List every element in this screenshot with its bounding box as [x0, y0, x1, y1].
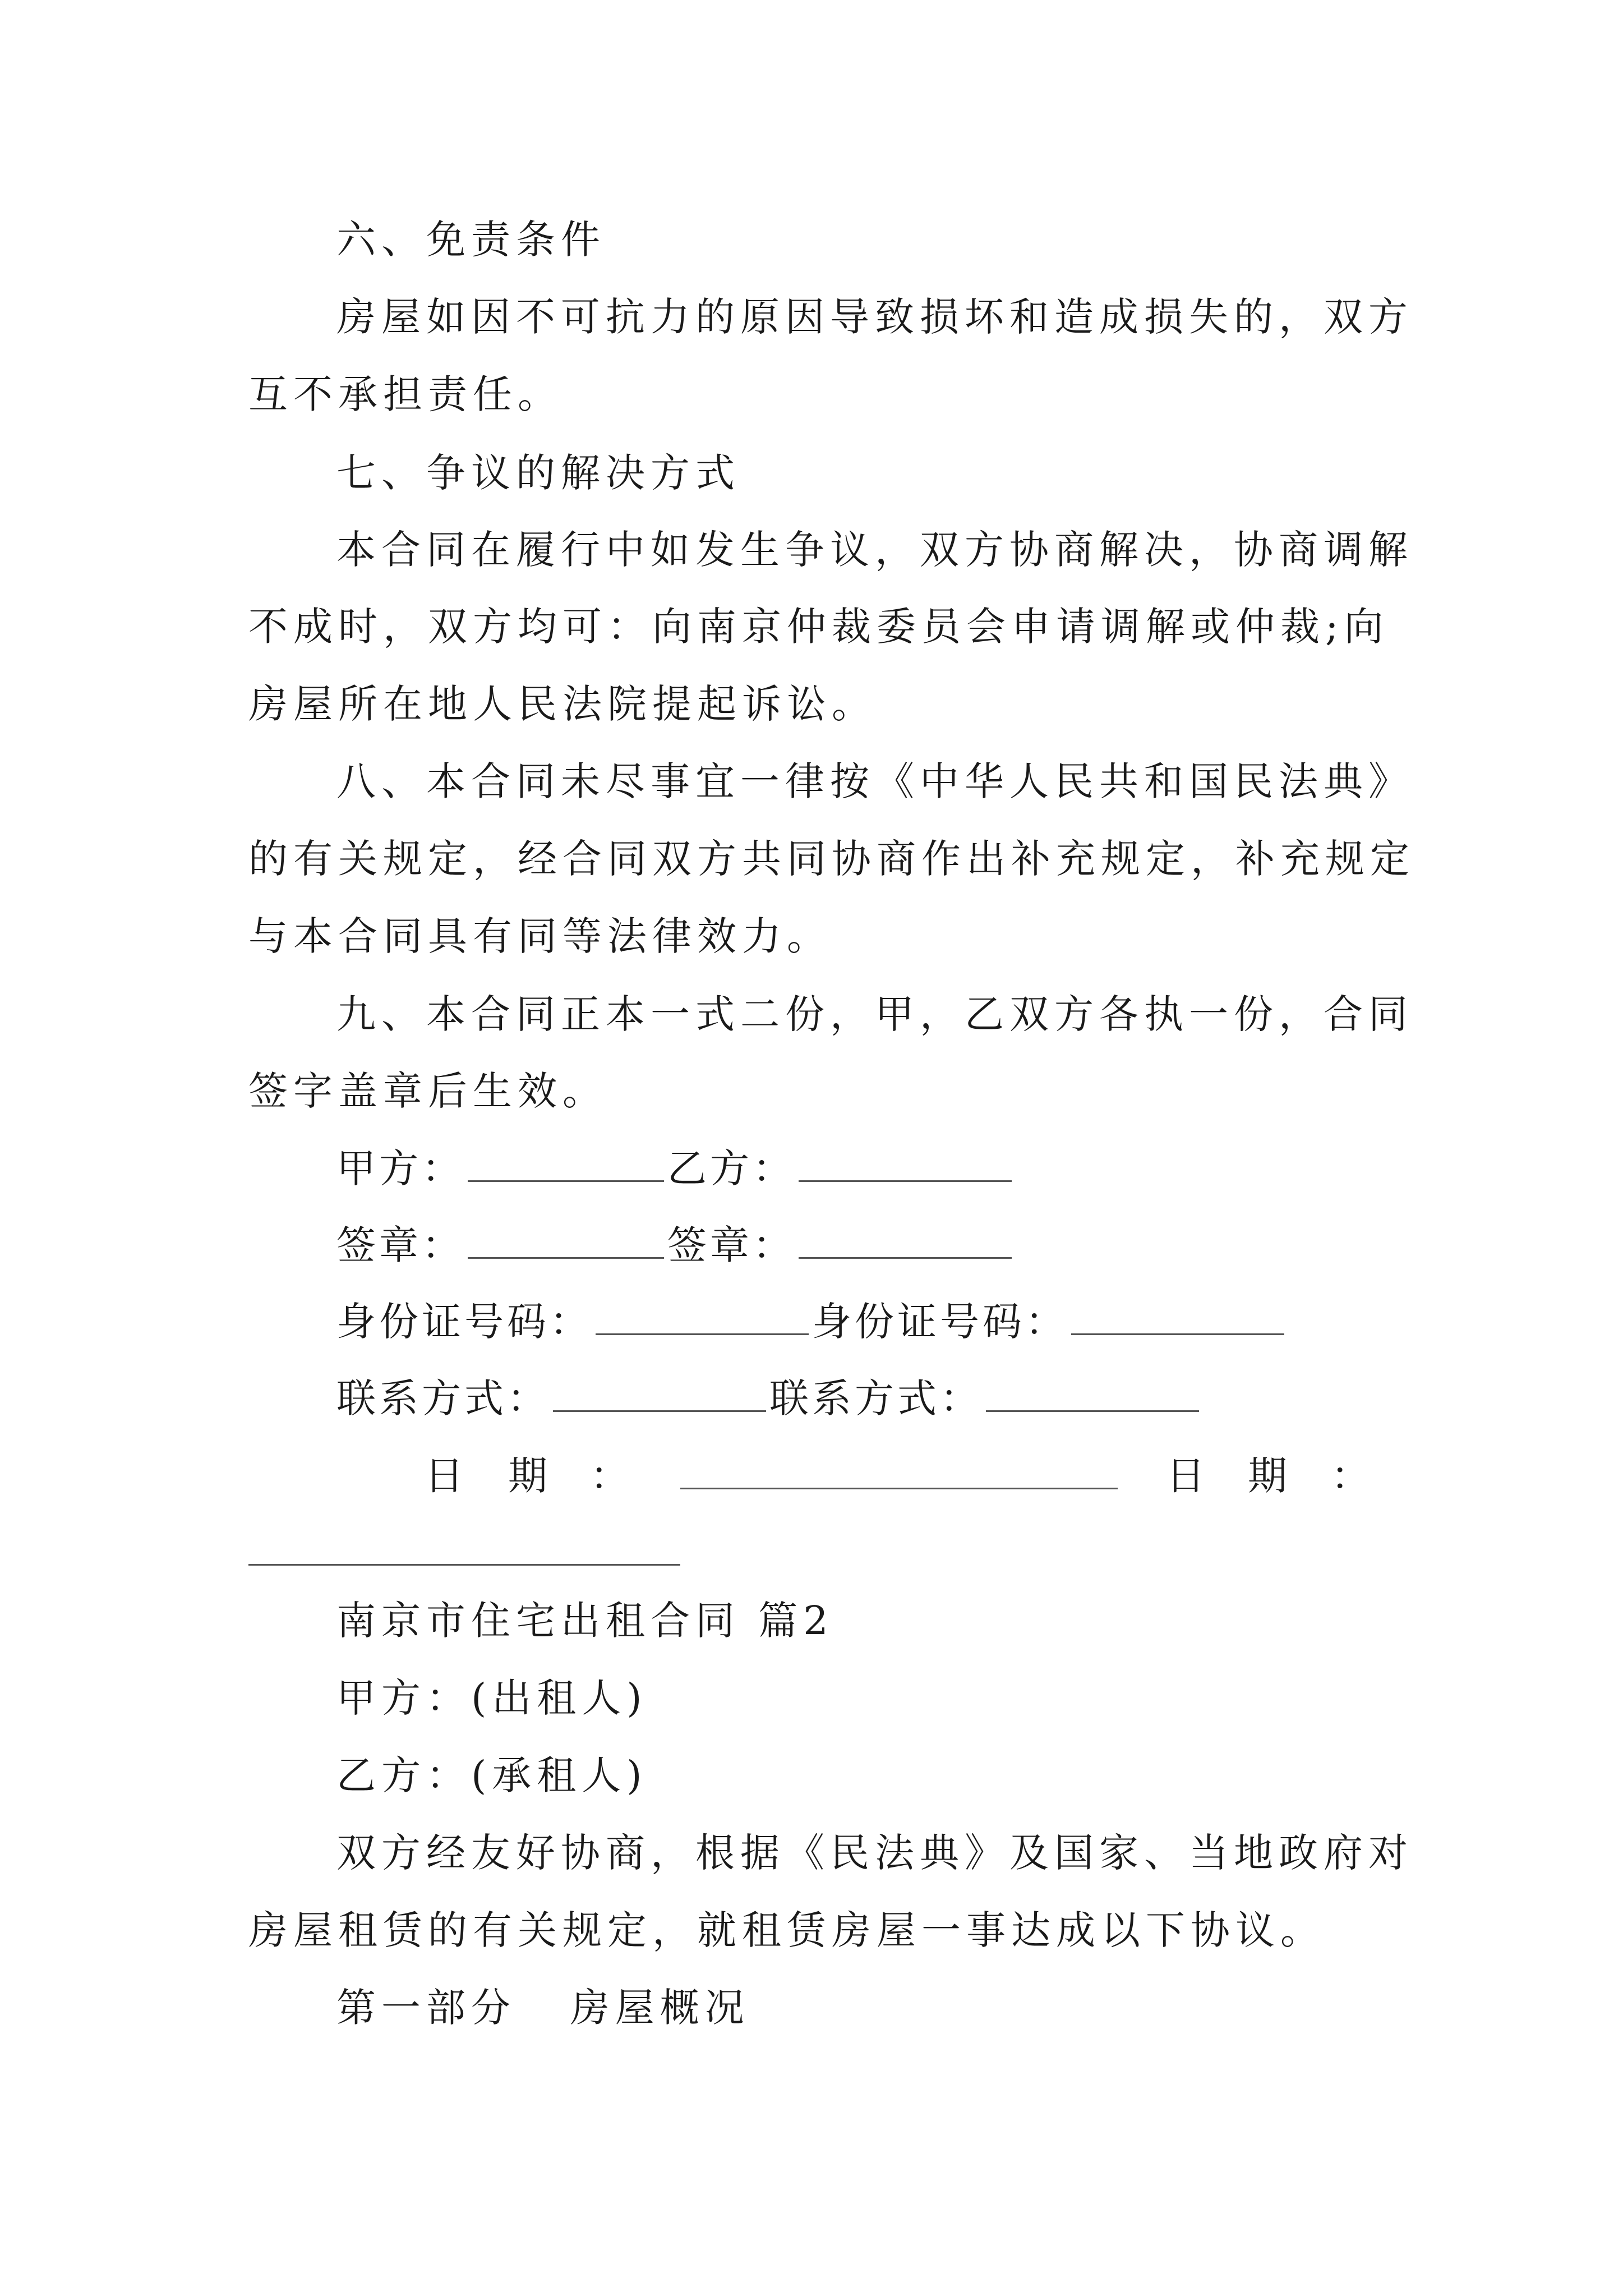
section-6-heading: 六、免责条件	[336, 217, 606, 263]
signature-row-contact	[336, 1375, 1202, 1421]
contract-2-intro-line-2: 房屋租赁的有关规定，就租赁房屋一事达成以下协议。	[248, 1907, 1325, 1953]
section-7-paragraph-line-2: 不成时，双方均可：向南京仲裁委员会申请调解或仲裁;向	[248, 604, 1389, 650]
section-9-line-1: 九、本合同正本一式二份，甲，乙双方各执一份，合同	[336, 991, 1413, 1037]
date-b-char-1: 日	[1166, 1453, 1205, 1499]
signature-row-id	[336, 1299, 1288, 1345]
contract-2-intro-line-1: 双方经友好协商，根据《民法典》及国家、当地政府对	[336, 1830, 1413, 1876]
section-7-paragraph-line-3: 房屋所在地人民法院提起诉讼。	[248, 681, 877, 727]
section-7-heading: 七、争议的解决方式	[336, 450, 740, 496]
contract-2-part-1-heading: 第一部分 房屋概况	[336, 1985, 750, 2031]
section-7-paragraph-line-1: 本合同在履行中如发生争议，双方协商解决，协商调解	[336, 527, 1413, 573]
contact-a-blank	[553, 1408, 766, 1412]
id-a-blank	[596, 1331, 809, 1335]
date-b-blank	[248, 1564, 680, 1566]
date-a-char-1: 日	[425, 1453, 464, 1499]
section-8-line-3: 与本合同具有同等法律效力。	[248, 913, 832, 959]
id-b-blank	[1071, 1331, 1284, 1335]
date-a-blank	[680, 1488, 1118, 1489]
contact-b-blank	[986, 1408, 1199, 1412]
id-b-label: 身份证号码：	[812, 1299, 1068, 1345]
contract-2-party-b: 乙方：(承租人)	[336, 1752, 648, 1798]
signature-row-seal	[336, 1222, 1015, 1268]
party-b-label: 乙方：	[667, 1145, 795, 1191]
party-b-blank	[799, 1178, 1012, 1182]
seal-a-blank	[468, 1255, 664, 1259]
date-a-char-3: ：	[590, 1453, 629, 1499]
party-a-blank	[468, 1178, 664, 1182]
date-b-char-3: ：	[1331, 1453, 1370, 1499]
contact-b-label: 联系方式：	[769, 1375, 983, 1421]
date-a-char-2: 期	[508, 1453, 547, 1499]
id-a-label: 身份证号码：	[336, 1299, 592, 1345]
seal-a-label: 签章：	[336, 1222, 464, 1268]
section-6-paragraph-line-2: 互不承担责任。	[248, 371, 562, 417]
party-a-label: 甲方：	[336, 1145, 464, 1191]
contact-a-label: 联系方式：	[336, 1375, 550, 1421]
section-6-paragraph-line-1: 房屋如因不可抗力的原因导致损坏和造成损失的，双方	[336, 294, 1413, 340]
contract-2-party-a: 甲方：(出租人)	[336, 1675, 648, 1721]
section-8-line-1: 八、本合同未尽事宜一律按《中华人民共和国民法典》	[336, 758, 1413, 804]
date-b-char-2: 期	[1248, 1453, 1287, 1499]
signature-row-party	[336, 1145, 1015, 1191]
section-9-line-2: 签字盖章后生效。	[248, 1068, 607, 1114]
seal-b-blank	[799, 1255, 1012, 1259]
contract-2-title: 南京市住宅出租合同 篇2	[336, 1598, 834, 1644]
section-8-line-2: 的有关规定，经合同双方共同协商作出补充规定，补充规定	[248, 836, 1415, 882]
seal-b-label: 签章：	[667, 1222, 795, 1268]
